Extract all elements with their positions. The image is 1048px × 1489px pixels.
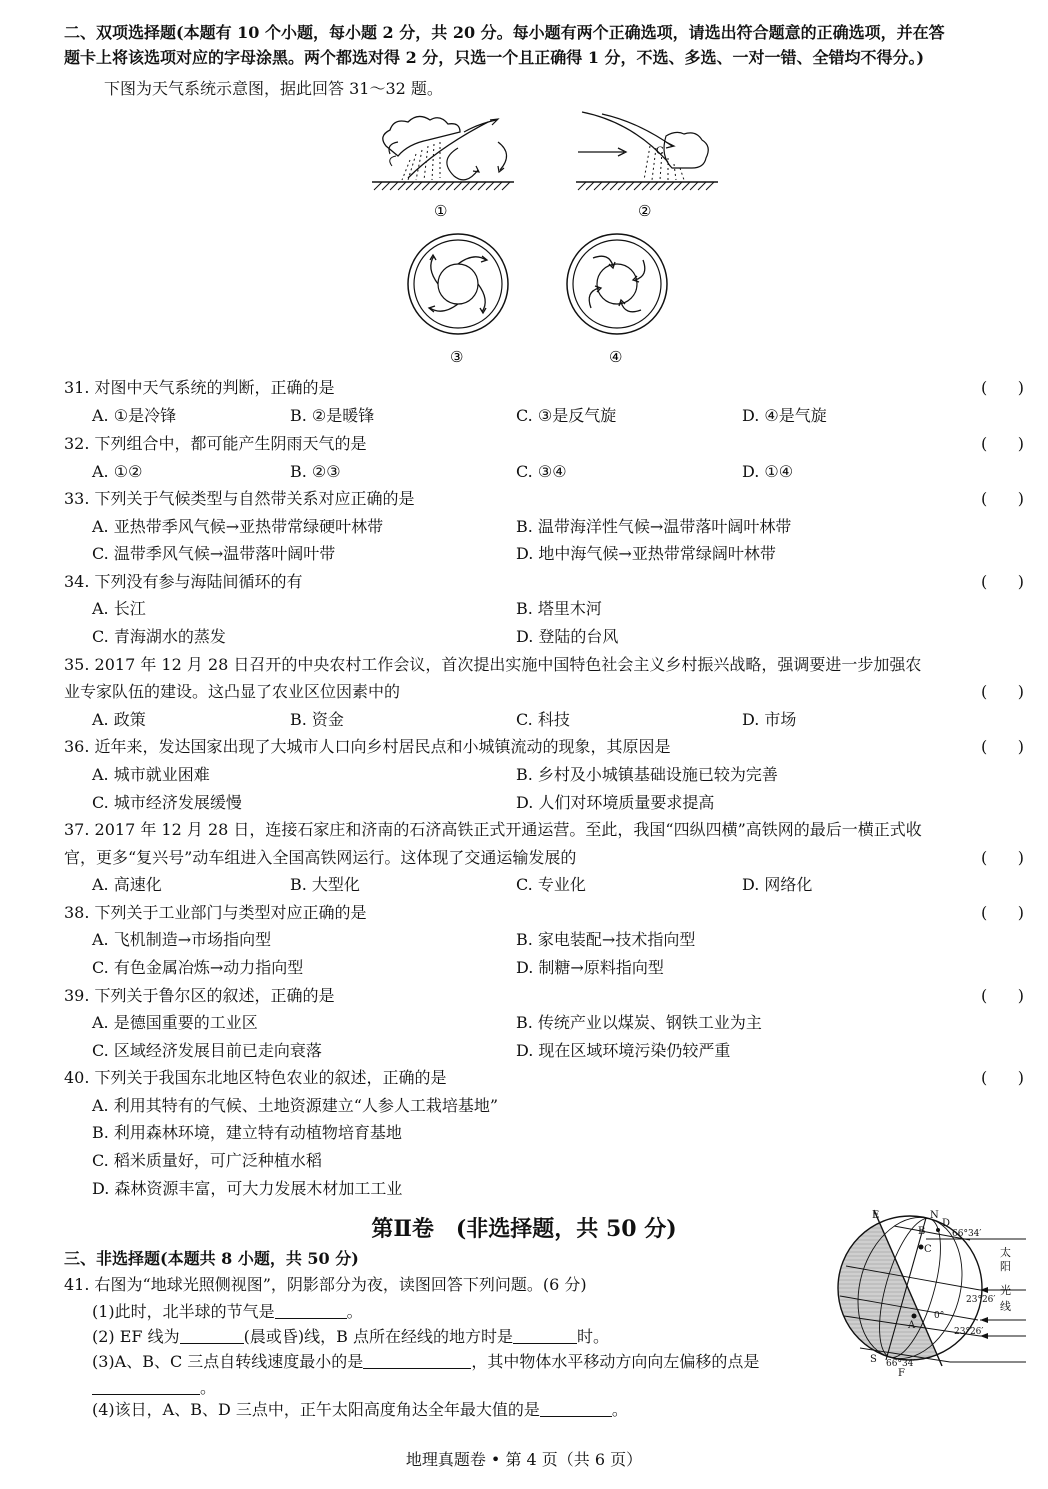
q39-option-d[interactable]: D. 现在区域环境污染仍较严重 — [516, 1041, 731, 1060]
q40-option-c[interactable]: C. 稻米质量好，可广泛种植水稻 — [92, 1151, 322, 1170]
q34-option-a[interactable]: A. 长江 — [92, 599, 146, 618]
figure-4-label: ④ — [609, 348, 623, 366]
q35-option-b[interactable]: B. 资金 — [290, 710, 344, 729]
q37-stem-line1: 37. 2017 年 12 月 28 日，连接石家庄和济南的石济高铁正式开通运营。至此，我国“四纵四横”高铁网的最后一横正式收 — [64, 820, 922, 839]
globe-label-N: N — [930, 1210, 939, 1221]
sun-label-2: 阳 — [1000, 1260, 1011, 1273]
globe-label-F: F — [898, 1368, 905, 1379]
globe-lat-23-south: 23°26′ — [954, 1327, 984, 1337]
q33-option-b[interactable]: B. 温带海洋性气候→温带落叶阔叶林带 — [516, 517, 792, 536]
sun-label-1: 太 — [1000, 1246, 1011, 1259]
globe-label-D: D — [942, 1218, 951, 1229]
q33-answer-paren[interactable]: ( ) — [981, 489, 1024, 508]
q34-stem: 34. 下列没有参与海陆间循环的有 — [64, 572, 303, 591]
globe-lat-66-north: 66°34′ — [952, 1229, 982, 1239]
weather-figure-1 — [368, 108, 518, 223]
q41-part2-text1: (2) EF 线为 — [92, 1327, 180, 1346]
q33-option-d[interactable]: D. 地中海气候→亚热带常绿阔叶林带 — [516, 544, 776, 563]
q33-option-c[interactable]: C. 温带季风气候→温带落叶阔叶带 — [92, 544, 336, 563]
q31-option-d[interactable]: D. ④是气旋 — [742, 406, 827, 425]
q35-option-d[interactable]: D. 市场 — [742, 710, 797, 729]
q34-option-b[interactable]: B. 塔里木河 — [516, 599, 602, 618]
q31-option-c[interactable]: C. ③是反气旋 — [516, 406, 617, 425]
q41-part4-text: (4)该日，A、B、D 三点中，正午太阳高度角达全年最大值的是 — [92, 1400, 540, 1419]
q35-stem-line1: 35. 2017 年 12 月 28 日召开的中央农村工作会议，首次提出实施中国特色社会主义乡村振兴战略，强调要进一步加强农 — [64, 655, 922, 674]
q41-part3-cont — [92, 1377, 216, 1399]
q36-option-b[interactable]: B. 乡村及小城镇基础设施已较为完善 — [516, 765, 778, 784]
q34-answer-paren[interactable]: ( ) — [981, 572, 1024, 591]
weather-figure-3 — [404, 230, 514, 370]
q40-answer-paren[interactable]: ( ) — [981, 1068, 1024, 1087]
globe-label-C: C — [924, 1244, 932, 1255]
q41-part1 — [92, 1301, 363, 1323]
q41-part2-text2: (晨或昏)线，B 点所在经线的地方时是 — [243, 1327, 513, 1346]
q37-option-c[interactable]: C. 专业化 — [516, 875, 586, 894]
q40-option-a[interactable]: A. 利用其特有的气候、土地资源建立“人参人工栽培基地” — [92, 1096, 499, 1115]
weather-figure-4 — [563, 230, 673, 370]
q37-stem-line2: 官，更多“复兴号”动车组进入全国高铁网运行。这体现了交通运输发展的 — [64, 848, 577, 867]
q33-option-a[interactable]: A. 亚热带季风气候→亚热带常绿硬叶林带 — [92, 517, 384, 536]
q32-option-a[interactable]: A. ①② — [92, 462, 143, 481]
q36-option-c[interactable]: C. 城市经济发展缓慢 — [92, 793, 242, 812]
globe-lat-66-south: 66°34′ — [886, 1359, 916, 1369]
sun-label-3: 光 — [1000, 1284, 1011, 1297]
q36-option-d[interactable]: D. 人们对环境质量要求提高 — [516, 793, 715, 812]
q41-part2-blank2[interactable] — [513, 1327, 577, 1344]
q41-part3-end: 。 — [200, 1378, 217, 1397]
q41-part1-blank[interactable] — [275, 1302, 347, 1319]
q38-answer-paren[interactable]: ( ) — [981, 903, 1024, 922]
q36-answer-paren[interactable]: ( ) — [981, 737, 1024, 756]
q37-option-a[interactable]: A. 高速化 — [92, 875, 162, 894]
q41-part3-blank2[interactable] — [92, 1378, 200, 1395]
q40-option-d[interactable]: D. 森林资源丰富，可大力发展木材加工工业 — [92, 1179, 403, 1198]
svg-text:C: C — [656, 146, 664, 157]
weather-figure-2 — [572, 108, 722, 223]
q31-answer-paren[interactable]: ( ) — [981, 378, 1024, 397]
q37-option-b[interactable]: B. 大型化 — [290, 875, 360, 894]
q35-stem-line2: 业专家队伍的建设。这凸显了农业区位因素中的 — [64, 682, 401, 701]
globe-label-A: A — [908, 1320, 916, 1331]
globe-label-E: E — [872, 1210, 880, 1221]
q38-option-a[interactable]: A. 飞机制造→市场指向型 — [92, 930, 272, 949]
q32-option-b[interactable]: B. ②③ — [290, 462, 341, 481]
q39-answer-paren[interactable]: ( ) — [981, 986, 1024, 1005]
q37-option-d[interactable]: D. 网络化 — [742, 875, 813, 894]
q31-stem: 31. 对图中天气系统的判断，正确的是 — [64, 378, 335, 397]
q39-option-c[interactable]: C. 区域经济发展目前已走向衰落 — [92, 1041, 322, 1060]
q32-option-c[interactable]: C. ③④ — [516, 462, 567, 481]
q41-part3 — [92, 1351, 759, 1373]
figure-intro: 下图为天气系统示意图，据此回答 31～32 题。 — [104, 79, 443, 98]
part2-title: 第Ⅱ卷 (非选择题，共 50 分) — [371, 1216, 677, 1242]
globe-lat-equator: 0° — [934, 1311, 945, 1321]
q39-option-b[interactable]: B. 传统产业以煤炭、钢铁工业为主 — [516, 1013, 762, 1032]
q40-option-b[interactable]: B. 利用森林环境，建立特有动植物培育基地 — [92, 1123, 402, 1142]
figure-3-label: ③ — [450, 348, 464, 366]
q39-option-a[interactable]: A. 是德国重要的工业区 — [92, 1013, 258, 1032]
q37-answer-paren[interactable]: ( ) — [981, 848, 1024, 867]
q41-part3-text2: ，其中物体水平移动方向向左偏移的点是 — [471, 1352, 760, 1371]
q36-stem: 36. 近年来，发达国家出现了大城市人口向乡村居民点和小城镇流动的现象，其原因是 — [64, 737, 671, 756]
figure-2-label: ② — [638, 202, 652, 220]
page-footer: 地理真题卷 • 第 4 页（共 6 页） — [405, 1450, 643, 1469]
q32-answer-paren[interactable]: ( ) — [981, 434, 1024, 453]
q38-stem: 38. 下列关于工业部门与类型对应正确的是 — [64, 903, 367, 922]
q40-stem: 40. 下列关于我国东北地区特色农业的叙述，正确的是 — [64, 1068, 447, 1087]
q33-stem: 33. 下列关于气候类型与自然带关系对应正确的是 — [64, 489, 415, 508]
globe-label-S: S — [870, 1354, 877, 1365]
q36-option-a[interactable]: A. 城市就业困难 — [92, 765, 210, 784]
q39-stem: 39. 下列关于鲁尔区的叙述，正确的是 — [64, 986, 335, 1005]
section2-header-line1: 二、双项选择题(本题有 10 个小题，每小题 2 分，共 20 分。每小题有两个正确选项，请选出符合题意的正确选项，并在答 — [64, 23, 945, 42]
q38-option-d[interactable]: D. 制糖→原料指向型 — [516, 958, 664, 977]
q41-part4-blank[interactable] — [540, 1400, 612, 1417]
q35-option-a[interactable]: A. 政策 — [92, 710, 146, 729]
q41-part3-blank1[interactable] — [363, 1352, 471, 1369]
section2-header-line2: 题卡上将该选项对应的字母涂黑。两个都选对得 2 分，只选一个且正确得 1 分，不选、多选、一对一错、全错均不得分。) — [64, 48, 925, 67]
earth-illumination-diagram — [830, 1206, 1030, 1378]
q41-part1-end: 。 — [346, 1302, 363, 1321]
q41-part4 — [92, 1399, 628, 1421]
q41-part1-text: (1)此时，北半球的节气是 — [92, 1302, 275, 1321]
q38-option-b[interactable]: B. 家电装配→技术指向型 — [516, 930, 696, 949]
globe-label-B: B — [918, 1226, 926, 1237]
q31-option-a[interactable]: A. ①是冷锋 — [92, 406, 177, 425]
q35-answer-paren[interactable]: ( ) — [981, 682, 1024, 701]
q32-stem: 32. 下列组合中，都可能产生阴雨天气的是 — [64, 434, 367, 453]
globe-lat-23-north: 23°26′ — [966, 1295, 996, 1305]
figure-1-label: ① — [434, 202, 448, 220]
q38-option-c[interactable]: C. 有色金属冶炼→动力指向型 — [92, 958, 304, 977]
q31-option-b[interactable]: B. ②是暖锋 — [290, 406, 375, 425]
q41-part2-blank1[interactable] — [180, 1327, 244, 1344]
q41-stem: 41. 右图为“地球光照侧视图”，阴影部分为夜，读图回答下列问题。(6 分) — [64, 1275, 587, 1294]
q41-part2-text3: 时。 — [576, 1327, 609, 1346]
q32-option-d[interactable]: D. ①④ — [742, 462, 794, 481]
q35-option-c[interactable]: C. 科技 — [516, 710, 570, 729]
section3-header: 三、非选择题(本题共 8 小题，共 50 分) — [64, 1249, 359, 1268]
q34-option-c[interactable]: C. 青海湖水的蒸发 — [92, 627, 226, 646]
q34-option-d[interactable]: D. 登陆的台风 — [516, 627, 619, 646]
q41-part4-end: 。 — [611, 1400, 628, 1419]
sun-label-4: 线 — [1000, 1300, 1011, 1313]
q41-part2 — [92, 1326, 609, 1348]
q41-part3-text1: (3)A、B、C 三点自转线速度最小的是 — [92, 1352, 364, 1371]
